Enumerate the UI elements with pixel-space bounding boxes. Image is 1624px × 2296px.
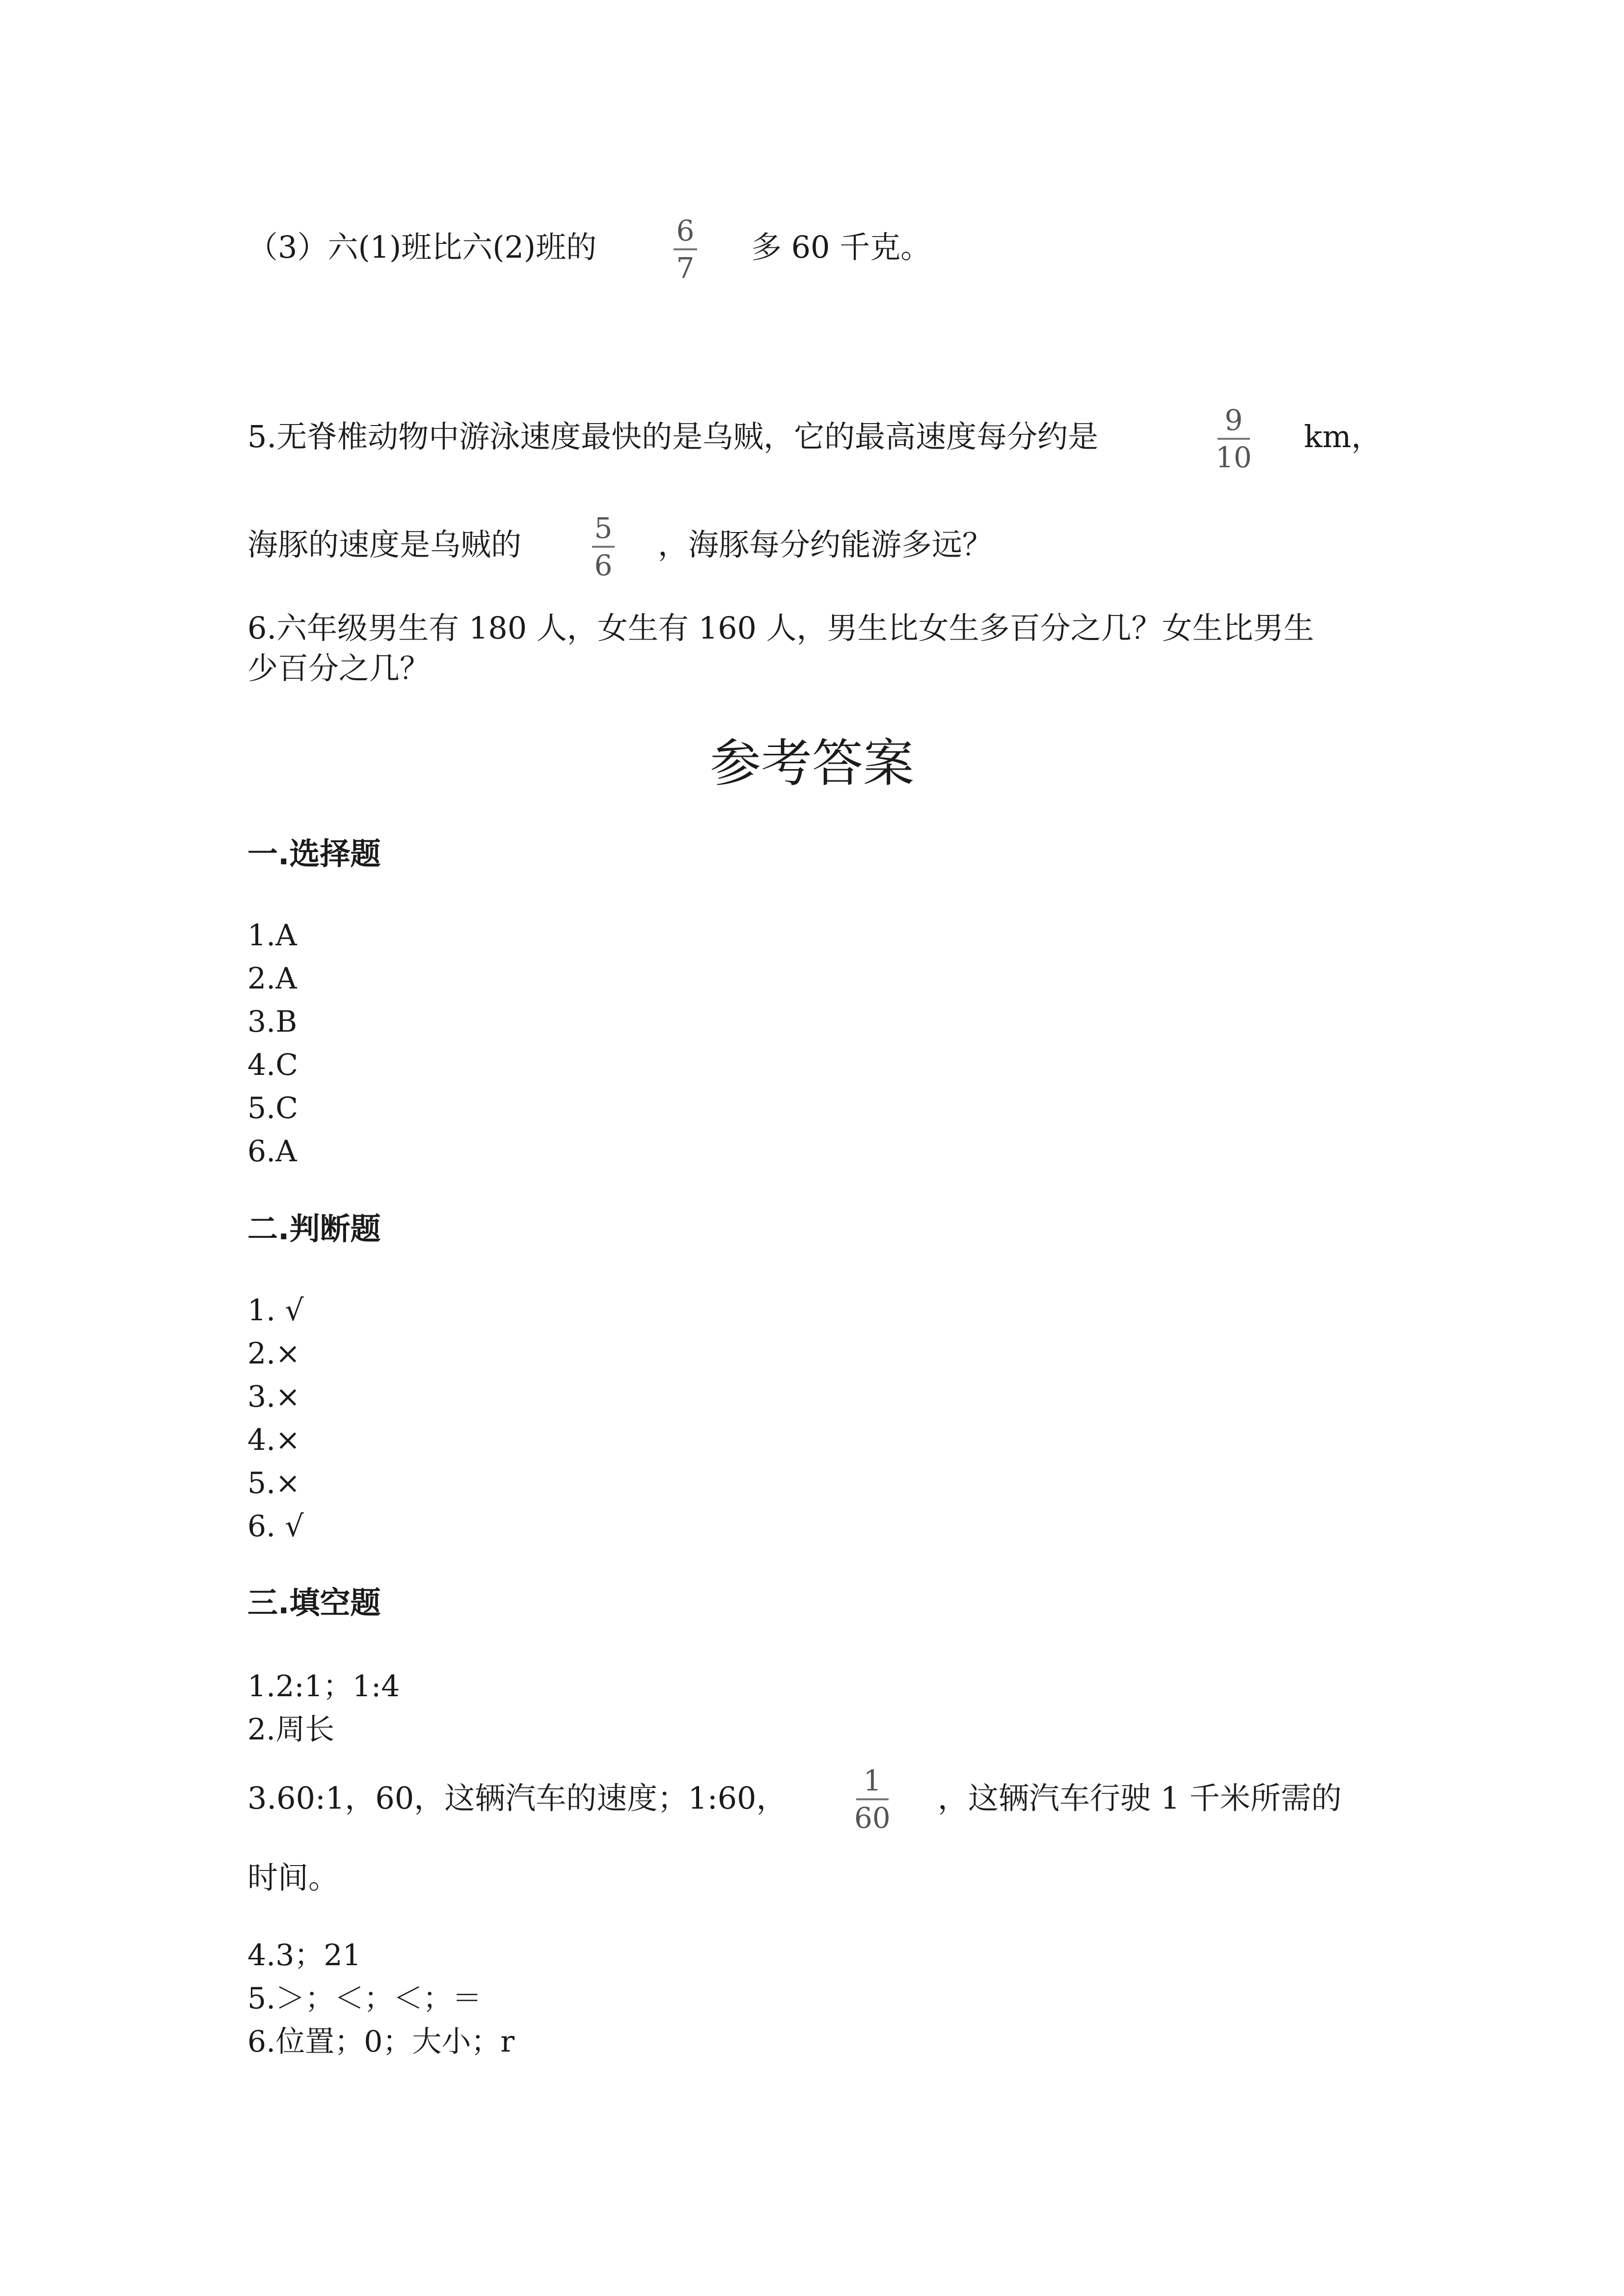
fraction-5-6 xyxy=(592,512,615,581)
section3-item3-line2: 时间。 xyxy=(247,1860,339,1896)
list-item: 2.A xyxy=(247,961,297,996)
fraction-denominator: 7 xyxy=(676,251,695,285)
fraction-bar xyxy=(1218,438,1250,440)
q4-3-suffix: 多 60 千克。 xyxy=(751,229,931,265)
section2-answer-list xyxy=(247,1289,304,1548)
fraction-bar xyxy=(674,248,697,250)
list-item: 2.周长 xyxy=(247,1712,335,1747)
list-item: 4.× xyxy=(247,1423,300,1457)
list-item: 2.× xyxy=(247,1336,300,1371)
answer-title: 参考答案 xyxy=(709,733,914,793)
list-item: 3.× xyxy=(247,1380,300,1414)
list-item: 5.C xyxy=(247,1091,298,1125)
q5-line1-prefix: 5.无脊椎动物中游泳速度最快的是乌贼，它的最高速度每分约是 xyxy=(247,419,1099,454)
list-item: 1.A xyxy=(247,918,297,953)
section3-heading: 三.填空题 xyxy=(247,1585,381,1621)
q5-line1-suffix: km， xyxy=(1304,419,1382,454)
section3-answer-list-b xyxy=(247,1934,514,2063)
q4-3-prefix: （3）六(1)班比六(2)班的 xyxy=(247,229,597,265)
q5-line2-prefix: 海豚的速度是乌贼的 xyxy=(247,527,522,562)
list-item: 5.× xyxy=(247,1466,300,1500)
fraction-numerator: 6 xyxy=(676,214,695,247)
fraction-denominator: 60 xyxy=(854,1801,891,1835)
section2-heading: 二.判断题 xyxy=(247,1211,381,1247)
q6-line1: 6.六年级男生有 180 人，女生有 160 人，男生比女生多百分之几？女生比男生 xyxy=(247,610,1314,646)
section3-item3-suffix: ，这辆汽车行驶 1 千米所需的 xyxy=(938,1780,1342,1816)
fraction-numerator: 5 xyxy=(594,511,613,545)
fraction-1-60 xyxy=(854,1765,891,1834)
fraction-6-7 xyxy=(674,215,697,284)
q6-line2: 少百分之几？ xyxy=(247,650,431,686)
fraction-numerator: 9 xyxy=(1224,403,1243,437)
section1-heading: 一.选择题 xyxy=(247,836,381,872)
list-item: 6.位置；0；大小；r xyxy=(247,2025,515,2059)
fraction-denominator: 10 xyxy=(1216,441,1252,474)
list-item: 4.C xyxy=(247,1048,298,1082)
fraction-numerator: 1 xyxy=(863,1764,882,1797)
q5-line2-suffix: ，海豚每分约能游多远？ xyxy=(658,527,993,562)
list-item: 5.＞；＜；＜；＝ xyxy=(247,1981,482,2016)
list-item: 1. √ xyxy=(247,1293,304,1328)
section3-item3-prefix: 3.60:1，60，这辆汽车的速度；1:60， xyxy=(247,1780,787,1816)
fraction-bar xyxy=(856,1798,889,1800)
fraction-9-10 xyxy=(1216,404,1252,473)
list-item: 6.A xyxy=(247,1134,297,1169)
list-item: 3.B xyxy=(247,1005,298,1039)
list-item: 4.3；21 xyxy=(247,1938,361,1973)
section1-answer-list xyxy=(247,914,298,1173)
section3-answer-list-a xyxy=(247,1665,400,1751)
fraction-denominator: 6 xyxy=(594,549,613,582)
list-item: 6. √ xyxy=(247,1509,304,1544)
fraction-bar xyxy=(592,546,615,548)
list-item: 1.2:1；1:4 xyxy=(247,1669,400,1704)
